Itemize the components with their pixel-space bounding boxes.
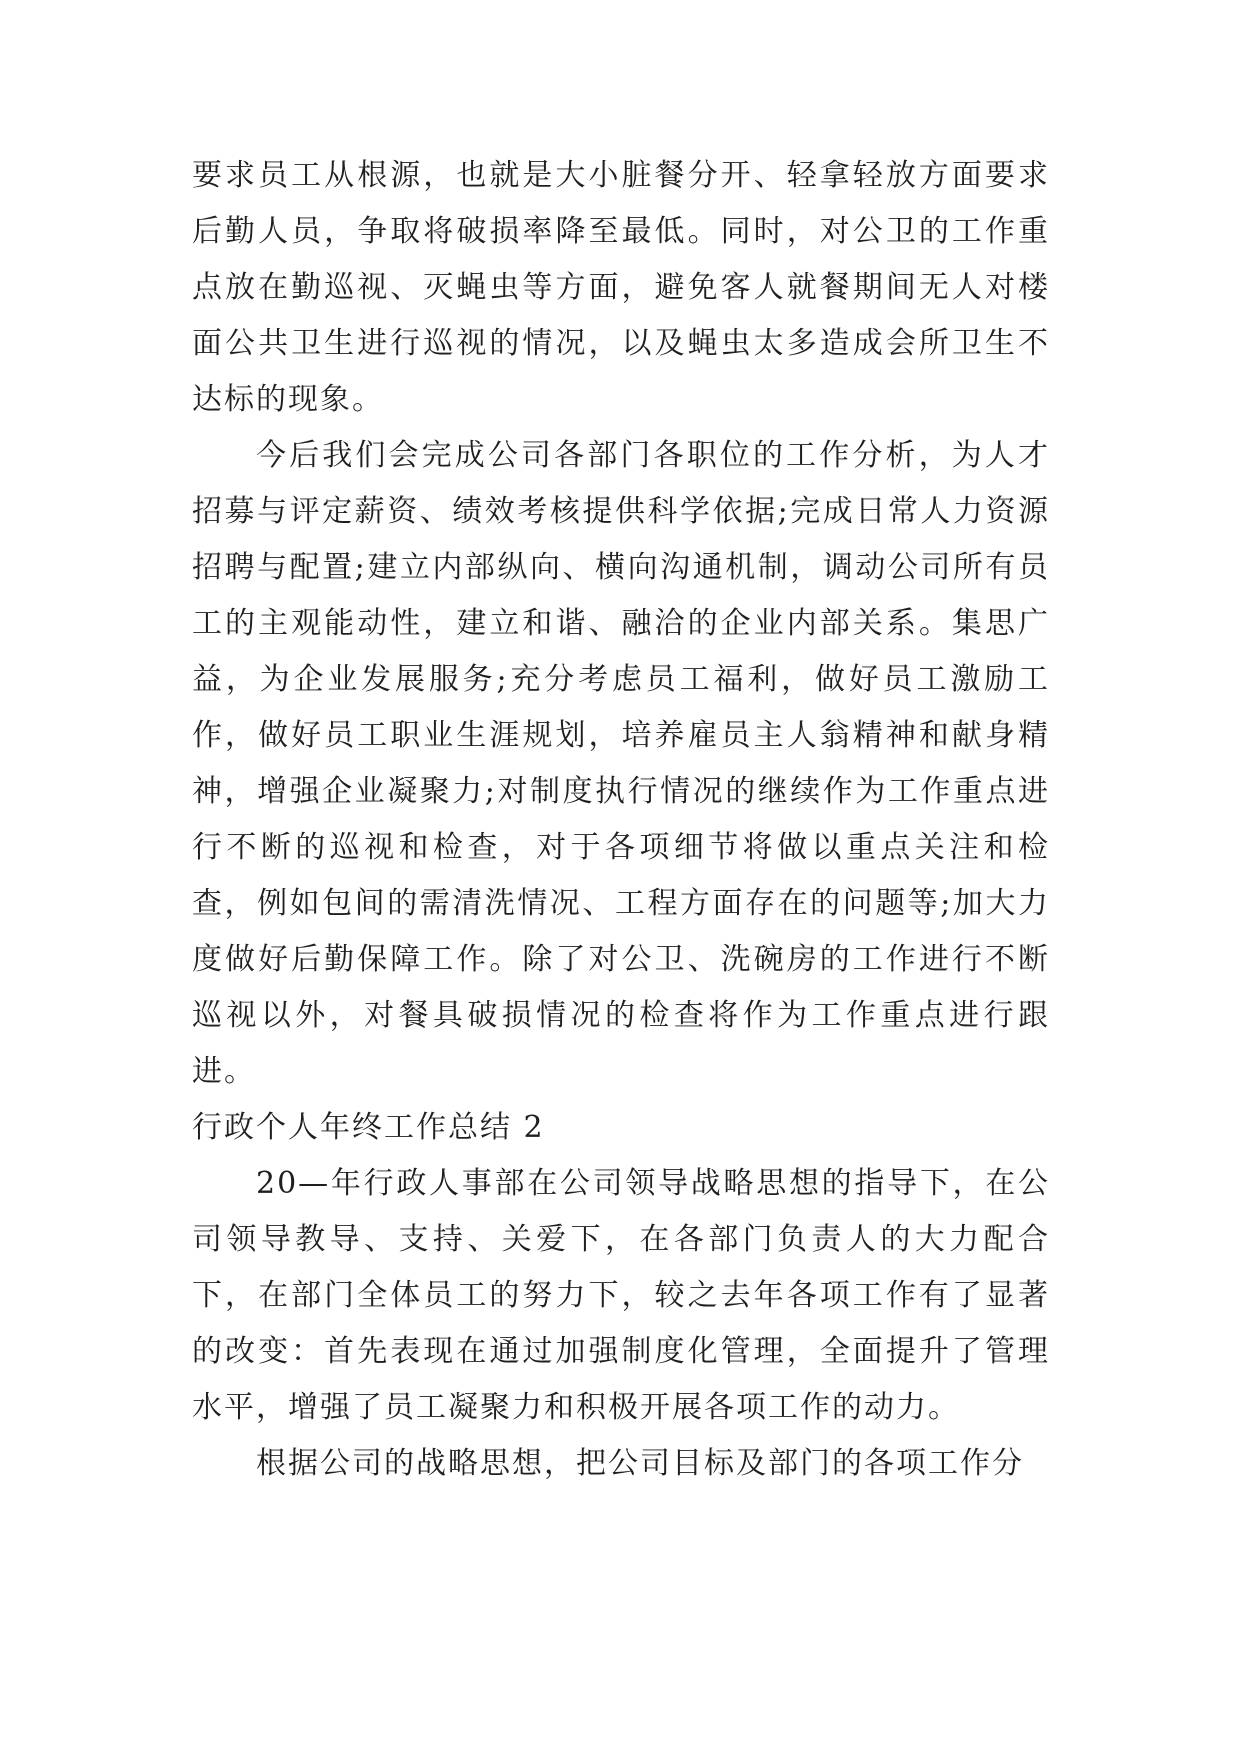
paragraph-future-plans: 今后我们会完成公司各部门各职位的工作分析，为人才招募与评定薪资、绩效考核提供科学依据;完成日常人力资源招聘与配置;建立内部纵向、横向沟通机制，调动公司所有员工的主观能动性，建立和谐、融洽的企业内部关系。集思广益，为企业发展服务;充分考虑员工福利，做好员工激励工作，做好员工职业生涯规划，培养雇员主人翁精神和献身精神，增强企业凝聚力;对制度执行情况的继续作为工作重点进行不断的巡视和检查，对于各项细节将做以重点关注和检查，例如包间的需清洗情况、工程方面存在的问题等;加大力度做好后勤保障工作。除了对公卫、洗碗房的工作进行不断巡视以外，对餐具破损情况的检查将作为工作重点进行跟进。	[192, 438, 1050, 1089]
paragraph-annual-summary: 20—年行政人事部在公司领导战略思想的指导下，在公司领导教导、支持、关爱下，在各部门负责人的大力配合下，在部门全体员工的努力下，较之去年各项工作有了显著的改变：首先表现在通过加强制度化管理，全面提升了管理水平，增强了员工凝聚力和积极开展各项工作的动力。	[192, 1166, 1050, 1425]
paragraph-strategy: 根据公司的战略思想，把公司目标及部门的各项工作分	[256, 1446, 1024, 1481]
document-body	[192, 148, 1050, 1492]
paragraph-waste-control: 要求员工从根源，也就是大小脏餐分开、轻拿轻放方面要求后勤人员，争取将破损率降至最低。同时，对公卫的工作重点放在勤巡视、灭蝇虫等方面，避免客人就餐期间无人对楼面公共卫生进行巡视的情况，以及蝇虫太多造成会所卫生不达标的现象。	[192, 158, 1050, 417]
section-title: 行政个人年终工作总结 2	[192, 1110, 545, 1145]
